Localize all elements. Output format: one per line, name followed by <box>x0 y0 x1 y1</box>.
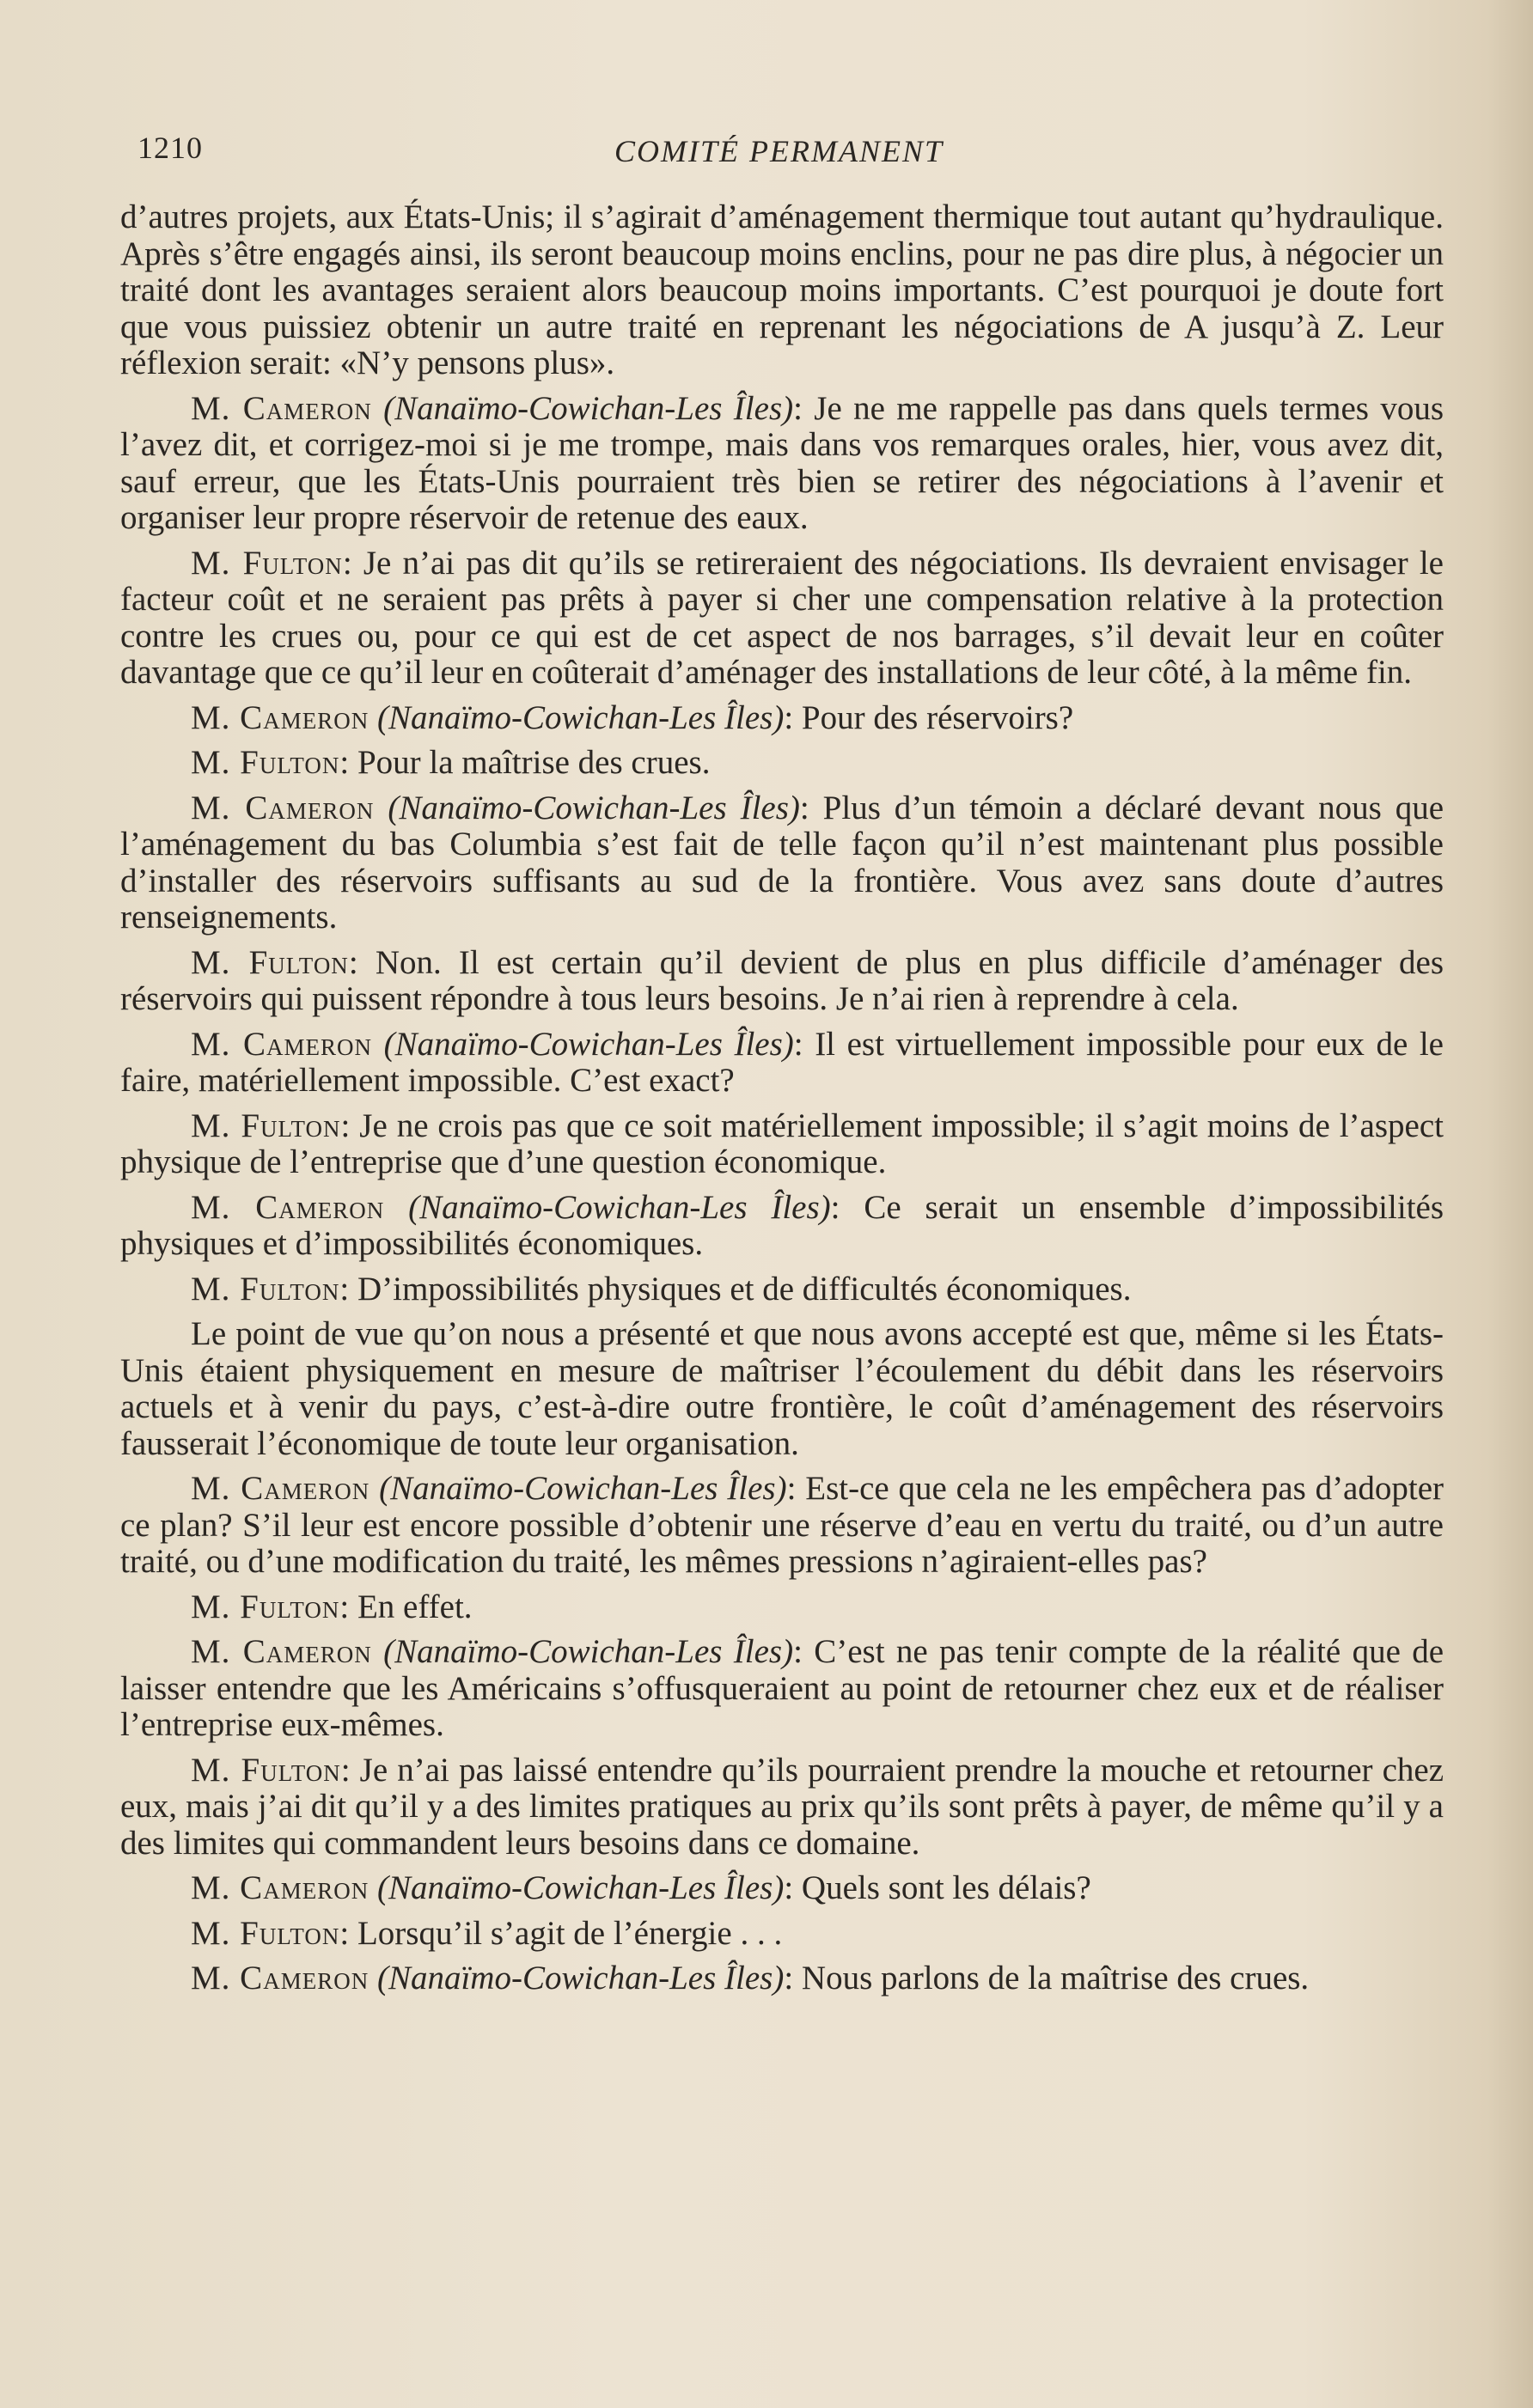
transcript-paragraph <box>120 1027 1444 1100</box>
transcript-paragraph <box>120 1753 1444 1862</box>
speaker-riding: (Nanaïmo-Cowichan-Les Îles) <box>376 698 785 736</box>
speaker-name: M. Cameron <box>191 698 370 736</box>
speaker-riding: (Nanaïmo-Cowichan-Les Îles) <box>376 1960 785 1997</box>
paragraph-text: Je n’ai pas laissé entendre qu’ils pourraient prendre la mouche et retourner chez eux, mais j’ai dit qu’il y a des limites pratiques au prix qu’ils sont prêts à payer, de même qu’il y a des limites qui commandent leurs besoins dans ce domaine. <box>120 1751 1444 1862</box>
paragraph-text: Lorsqu’il s’agit de l’énergie . . . <box>349 1914 783 1952</box>
speaker-name: M. Cameron <box>191 1188 385 1226</box>
paragraph-text: Pour des réservoirs? <box>793 698 1074 736</box>
transcript-paragraph <box>120 1271 1444 1308</box>
transcript-paragraph <box>120 1589 1444 1626</box>
speaker-riding: (Nanaïmo-Cowichan-Les Îles) <box>408 1188 831 1226</box>
paragraph-text: Je ne crois pas que ce soit matériellement impossible; il s’agit moins de l’aspect physique de l’entreprise que d’une question économique. <box>120 1106 1444 1180</box>
transcript-paragraph <box>120 199 1444 382</box>
transcript-paragraph <box>120 546 1444 692</box>
page-header <box>137 125 1444 176</box>
transcript-paragraph <box>120 1870 1444 1907</box>
transcript-paragraph <box>120 945 1444 1018</box>
paragraph-text: d’autres projets, aux États-Unis; il s’agirait d’aménagement thermique tout autant qu’hydraulique. Après s’être engagés ainsi, ils seront beaucoup moins enclins, pour ne pas dire plus, à négocier un traité dont les avantages seraient alors beaucoup moins importants. C’est pourquoi je doute fort que vous puissiez obtenir un autre traité en reprenant les négociations de A jusqu’à Z. Leur réflexion serait: «N’y pensons plus». <box>120 198 1444 381</box>
transcript-paragraph <box>120 790 1444 936</box>
speaker-name: M. Cameron <box>191 389 372 427</box>
speaker-separator: : <box>830 1188 840 1226</box>
speaker-name: M. Cameron <box>191 1960 370 1997</box>
speaker-riding: (Nanaïmo-Cowichan-Les Îles) <box>376 1869 785 1906</box>
paragraph-text: En effet. <box>349 1588 473 1625</box>
speaker-separator: : <box>793 1633 803 1670</box>
speaker-separator: : <box>342 544 352 582</box>
paragraph-text: Non. Il est certain qu’il devient de plus en plus difficile d’aménager des réservoirs qui puissent répondre à tous leurs besoins. Je n’ai rien à reprendre à cela. <box>120 943 1444 1017</box>
paragraph-text: Je n’ai pas dit qu’ils se retireraient des négociations. Ils devraient envisager le facteur coût et ne seraient pas prêts à payer si cher une compensation relative à la protection contre les crues ou, pour ce qui est de cet aspect de nos barrages, s’il devait leur en coûter davantage que ce qu’il leur en coûterait d’aménager des installations de leur côté, à la même fin. <box>120 544 1444 691</box>
speaker-name: M. Cameron <box>191 1633 372 1670</box>
speaker-separator: : <box>339 1588 350 1625</box>
paragraph-text: Nous parlons de la maîtrise des crues. <box>793 1960 1310 1997</box>
paragraph-text: Pour la maîtrise des crues. <box>349 744 711 781</box>
speaker-separator: : <box>784 1869 794 1906</box>
speaker-separator: : <box>348 943 358 981</box>
speaker-name: M. Cameron <box>191 1470 370 1507</box>
transcript-paragraph <box>120 1916 1444 1953</box>
speaker-name: M. Cameron <box>191 1869 370 1906</box>
speaker-separator: : <box>799 789 809 826</box>
paragraph-text: Je ne me rappelle pas dans quels termes vous l’avez dit, et corrigez-moi si je me trompe, mais dans vos remarques orales, hier, vous avez dit, sauf erreur, que les États-Unis pourraient très bien se retirer des négociations à l’avenir et organiser leur propre réservoir de retenue des eaux. <box>120 389 1444 536</box>
speaker-riding: (Nanaïmo-Cowichan-Les Îles) <box>383 1633 794 1670</box>
speaker-riding: (Nanaïmo-Cowichan-Les Îles) <box>379 1470 787 1507</box>
transcript-paragraph <box>120 1634 1444 1744</box>
paragraph-text: Plus d’un témoin a déclaré devant nous que l’aménagement du bas Columbia s’est fait de telle façon qu’il n’est maintenant plus possible d’installer des réservoirs suffisants au sud de la frontière. Vous avez sans doute d’autres renseignements. <box>120 789 1444 936</box>
speaker-separator: : <box>784 698 794 736</box>
paragraph-text: C’est ne pas tenir compte de la réalité que de laisser entendre que les Américains s’offusqueraient au point de retourner chez eux et de réaliser l’entreprise eux-mêmes. <box>120 1633 1444 1743</box>
speaker-name: M. Cameron <box>191 1025 373 1063</box>
speaker-name: M. Fulton <box>191 943 349 981</box>
speaker-name: M. Fulton <box>191 1751 341 1789</box>
transcript-paragraph <box>120 1108 1444 1181</box>
speaker-name: M. Fulton <box>191 1914 340 1952</box>
speaker-name: M. Fulton <box>191 1270 340 1308</box>
transcript-paragraph <box>120 1471 1444 1581</box>
speaker-name: M. Cameron <box>191 789 375 826</box>
paragraph-text: Il est virtuellement impossible pour eux de le faire, matériellement impossible. C’est exact? <box>120 1025 1444 1099</box>
transcript-body <box>120 199 1444 2006</box>
transcript-paragraph <box>120 1316 1444 1462</box>
speaker-separator: : <box>340 1106 351 1144</box>
transcript-paragraph <box>120 1960 1444 1997</box>
speaker-separator: : <box>793 389 803 427</box>
speaker-separator: : <box>786 1470 797 1507</box>
transcript-paragraph <box>120 745 1444 782</box>
transcript-paragraph <box>120 700 1444 737</box>
speaker-riding: (Nanaïmo-Cowichan-Les Îles) <box>388 789 800 826</box>
speaker-name: M. Fulton <box>191 1588 340 1625</box>
speaker-riding: (Nanaïmo-Cowichan-Les Îles) <box>383 389 794 427</box>
speaker-separator: : <box>339 744 350 781</box>
page-number: 1210 <box>137 131 203 165</box>
paragraph-text: Le point de vue qu’on nous a présenté et que nous avons accepté est que, même si les États-Unis étaient physiquement en mesure de maîtriser l’écoulement du débit dans les réservoirs actuels et à venir du pays, c’est-à-dire outre frontière, le coût d’aménagement des réservoirs fausserait l’économique de toute leur organisation. <box>120 1315 1444 1462</box>
speaker-riding: (Nanaïmo-Cowichan-Les Îles) <box>383 1025 794 1063</box>
paragraph-text: D’impossibilités physiques et de difficultés économiques. <box>349 1270 1132 1308</box>
transcript-paragraph <box>120 1190 1444 1263</box>
speaker-separator: : <box>339 1914 350 1952</box>
speaker-separator: : <box>339 1270 350 1308</box>
speaker-separator: : <box>784 1960 794 1997</box>
speaker-separator: : <box>340 1751 351 1789</box>
paragraph-text: Quels sont les délais? <box>793 1869 1091 1906</box>
speaker-name: M. Fulton <box>191 744 340 781</box>
speaker-name: M. Fulton <box>191 1106 341 1144</box>
paragraph-text: Est-ce que cela ne les empêchera pas d’adopter ce plan? S’il leur est encore possible d’obtenir une réserve d’eau en vertu du traité, ou d’un autre traité, ou d’une modification du traité, les mêmes pressions n’agiraient-elles pas? <box>120 1470 1444 1580</box>
speaker-separator: : <box>793 1025 803 1063</box>
transcript-paragraph <box>120 391 1444 537</box>
paragraph-text: Ce serait un ensemble d’impossibilités physiques et d’impossibilités économiques. <box>120 1188 1444 1262</box>
running-title: COMITÉ PERMANENT <box>614 134 944 168</box>
speaker-name: M. Fulton <box>191 544 343 582</box>
